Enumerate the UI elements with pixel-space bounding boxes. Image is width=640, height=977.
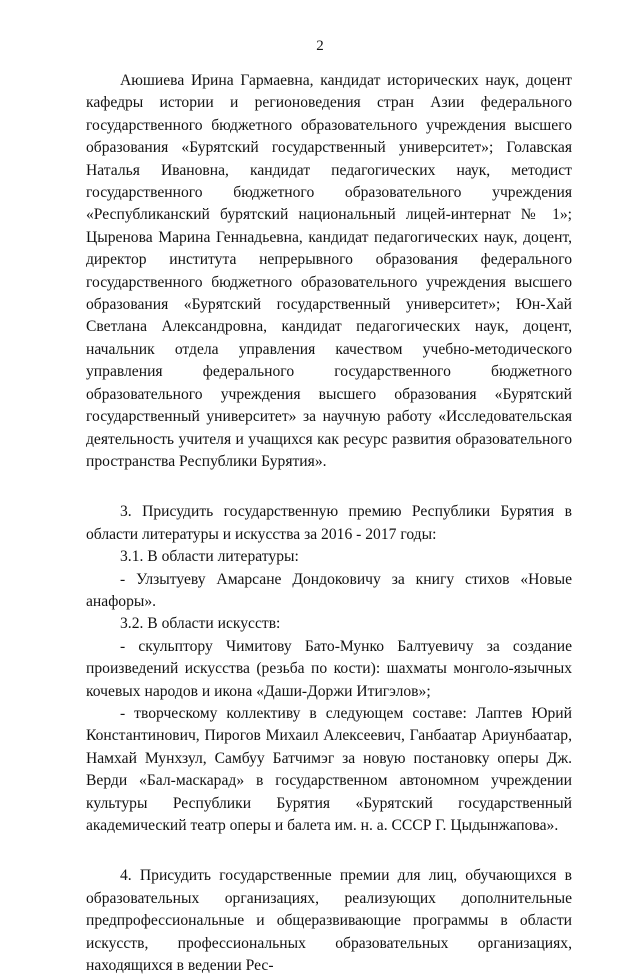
page-number: 2 — [316, 38, 324, 54]
paragraph-collective-award: - творческому коллективу в следующем составе: Лаптев Юрий Константинович, Пирогов Михаил Алексеевич, Ганбаатар Ариунбаатар, Намхай Мунхзул, Самбуу Батчимэг за новую постановку оперы Дж. Верди «Бал-маскарад» в государственном автономном учреждении культуры Республики Бурятия «Бурятский государственный академический театр оперы и балета им. н. а. СССР Г. Цыдынжапова». — [86, 704, 572, 834]
paragraph-laureates: Аюшиева Ирина Гармаевна, кандидат исторических наук, доцент кафедры истории и регионоведения стран Азии федерального государственного бюджетного образовательного учреждения высшего образования «Бурятский государственный университет»; Голавская Наталья Ивановна, кандидат педагогических наук, методист государственного бюджетного образовательного учреждения «Республиканский бурятский национальный лицей-интернат № 1»; Цыренова Марина Геннадьевна, кандидат педагогических наук, доцент, директор института непрерывного образования федерального государственного бюджетного образовательного учреждения высшего образования «Бурятский государственный университет»; Юн-Хай Светлана Александровна, кандидат педагогических наук, доцент, начальник отдела управления качеством учебно-методического управления федерального государственного бюджетного образовательного учреждения высшего образования «Бурятский государственный университет» за научную работу «Исследовательская деятельность учителя и учащихся как ресурс развития образовательного пространства Республики Бурятия». — [86, 72, 572, 470]
paragraph-section-3-2: 3.2. В области искусств: — [120, 615, 281, 633]
paragraph-literature-award: - Улзытуеву Амарсане Дондоковичу за книгу стихов «Новые анафоры». — [86, 570, 572, 610]
document-body — [86, 70, 572, 977]
paragraph-sculptor-award: - скульптору Чимитову Бато-Мунко Балтуевичу за создание произведений искусства (резьба по кости): шахматы монголо-язычных кочевых народов и икона «Даши-Доржи Итигэлов»; — [86, 637, 572, 700]
paragraph-section-3: 3. Присудить государственную премию Республики Бурятия в области литературы и искусства за 2016 - 2017 годы: — [86, 503, 572, 543]
paragraph-section-4: 4. Присудить государственные премии для лиц, обучающихся в образовательных организациях, реализующих дополнительные предпрофессиональные и общеразвивающие программы в области искусств, профессиональных образовательных организациях, находящихся в ведении Рес- — [86, 867, 572, 975]
paragraph-section-3-1: 3.1. В области литературы: — [120, 548, 299, 566]
